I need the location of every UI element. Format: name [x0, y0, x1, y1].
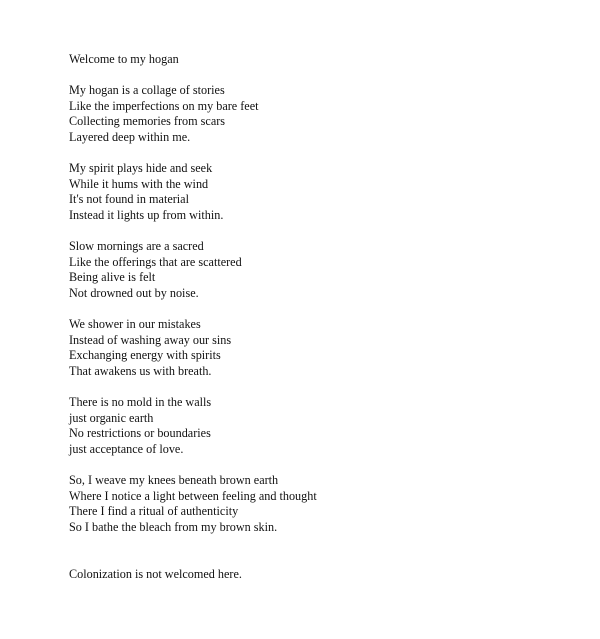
- poem-closing-line: Colonization is not welcomed here.: [69, 566, 242, 581]
- poem-line: My hogan is a collage of stories: [69, 83, 225, 98]
- poem-line: Exchanging energy with spirits: [69, 348, 221, 363]
- poem-line: just organic earth: [69, 410, 154, 425]
- poem-line: Instead it lights up from within.: [69, 207, 224, 222]
- poem-line: Where I notice a light between feeling and thought: [69, 488, 317, 503]
- poem-line: My spirit plays hide and seek: [69, 161, 213, 176]
- stanza-1: [69, 83, 569, 145]
- poem-line: No restrictions or boundaries: [69, 426, 211, 441]
- poem-line: So, I weave my knees beneath brown earth: [69, 473, 279, 488]
- poem-line: Not drowned out by noise.: [69, 285, 199, 300]
- poem-line: There is no mold in the walls: [69, 395, 212, 410]
- poem-line: So I bathe the bleach from my brown skin.: [69, 519, 278, 534]
- stanza-3: [69, 239, 569, 301]
- stanza-5: [69, 395, 569, 457]
- stanza-2: [69, 161, 569, 223]
- poem-line: That awakens us with breath.: [69, 363, 212, 378]
- poem-line: just acceptance of love.: [69, 441, 184, 456]
- poem-title: Welcome to my hogan: [69, 52, 179, 66]
- poem-document: [69, 52, 569, 582]
- stanza-4: [69, 317, 569, 379]
- poem-line: While it hums with the wind: [69, 176, 209, 191]
- stanza-6: [69, 473, 569, 535]
- poem-line: There I find a ritual of authenticity: [69, 504, 239, 519]
- poem-line: It's not found in material: [69, 192, 189, 207]
- poem-line: Collecting memories from scars: [69, 114, 226, 129]
- poem-line: We shower in our mistakes: [69, 317, 201, 332]
- poem-line: Slow mornings are a sacred: [69, 239, 204, 254]
- poem-line: Like the offerings that are scattered: [69, 254, 242, 269]
- poem-line: Instead of washing away our sins: [69, 332, 232, 347]
- poem-line: Being alive is felt: [69, 270, 156, 285]
- poem-line: Like the imperfections on my bare feet: [69, 98, 259, 113]
- poem-line: Layered deep within me.: [69, 129, 191, 144]
